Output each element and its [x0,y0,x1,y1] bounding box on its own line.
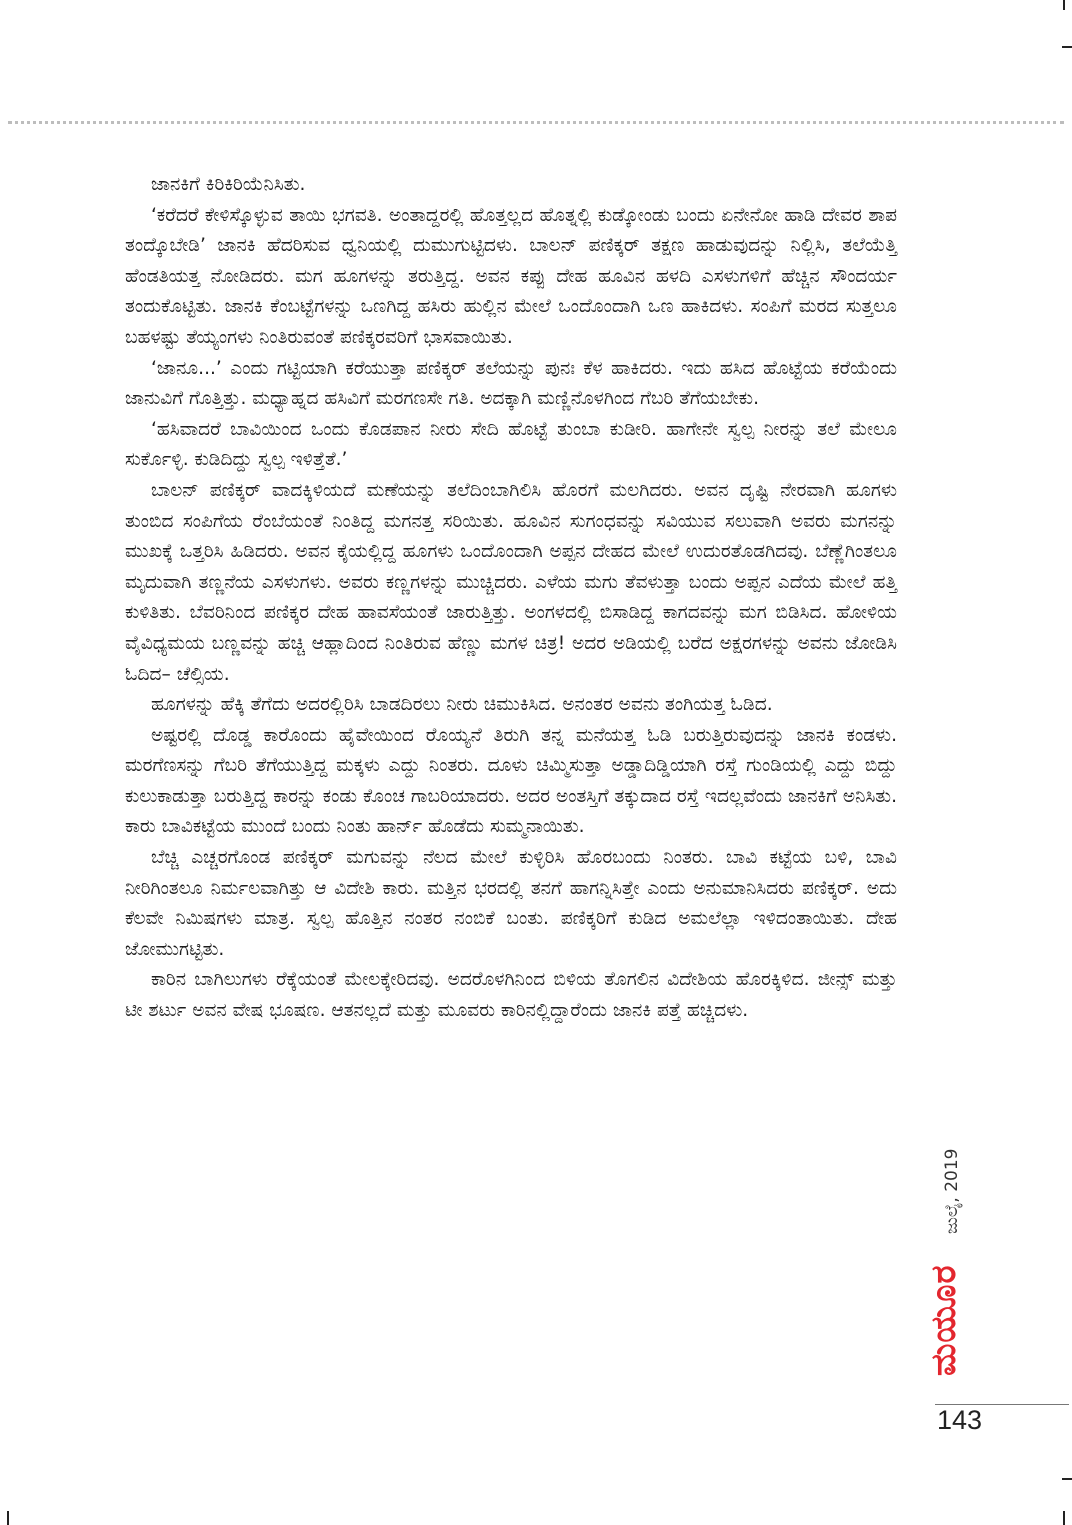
article-body [125,170,897,1027]
side-strip [918,1110,998,1380]
paragraph: ‘ಜಾನೂ...’ ಎಂದು ಗಟ್ಟಿಯಾಗಿ ಕರೆಯುತ್ತಾ ಪಣಿಕ್ಕರ್ ತಲೆಯನ್ನು ಪುನಃ ಕೆಳ ಹಾಕಿದರು. ಇದು ಹಸಿದ ಹೊಟ್ಟೆಯ ಕರೆಯೆಂದು ಜಾನುವಿಗೆ ಗೊತ್ತಿತ್ತು. ಮಧ್ಯಾಹ್ನದ ಹಸಿವಿಗೆ ಮರಗಣಸೇ ಗತಿ. ಅದಕ್ಕಾಗಿ ಮಣ್ಣಿನೊಳಗಿಂದ ಗೆಬರಿ ತೆಗೆಯಬೇಕು. [125,357,897,410]
crop-mark-right-lower [1062,1478,1072,1480]
page-number: 143 [937,1405,983,1435]
magazine-name: ಮಯೂರ [924,1264,964,1376]
crop-mark-top-right [1063,0,1065,10]
crop-mark-bottom-right [1063,1511,1065,1525]
dotted-header-rule [8,121,1064,124]
crop-mark-bottom-left [7,1511,9,1525]
paragraph: ಅಷ್ಟರಲ್ಲಿ ದೊಡ್ಡ ಕಾರೊಂದು ಹೈವೇಯಿಂದ ರೊಯ್ಯನೆ ತಿರುಗಿ ತನ್ನ ಮನೆಯತ್ತ ಓಡಿ ಬರುತ್ತಿರುವುದನ್ನು ಜಾನಕಿ ಕಂಡಳು. ಮರಗೆಣಸನ್ನು ಗೆಬರಿ ತೆಗೆಯುತ್ತಿದ್ದ ಮಕ್ಕಳು ಎದ್ದು ನಿಂತರು. ದೂಳು ಚಿಮ್ಮಿಸುತ್ತಾ ಅಡ್ಡಾದಿಡ್ಡಿಯಾಗಿ ರಸ್ತೆ ಗುಂಡಿಯಲ್ಲಿ ಎದ್ದು ಬಿದ್ದು ಕುಲುಕಾಡುತ್ತಾ ಬರುತ್ತಿದ್ದ ಕಾರನ್ನು ಕಂಡು ಕೊಂಚ ಗಾಬರಿಯಾದರು. ಅದರ ಅಂತಸ್ತಿಗೆ ತಕ್ಕುದಾದ ರಸ್ತೆ ಇದಲ್ಲವೆಂದು ಜಾನಕಿಗೆ ಅನಿಸಿತು. ಕಾರು ಬಾವಿಕಟ್ಟೆಯ ಮುಂದೆ ಬಂದು ನಿಂತು ಹಾರ್ನ್ ಹೊಡೆದು ಸುಮ್ಮನಾಯಿತು. [125,724,897,838]
paragraph: ಹೂಗಳನ್ನು ಹೆಕ್ಕಿ ತೆಗೆದು ಅದರಲ್ಲಿರಿಸಿ ಬಾಡದಿರಲು ನೀರು ಚಿಮುಕಿಸಿದ. ಅನಂತರ ಅವನು ತಂಗಿಯತ್ತ ಓಡಿದ. [151,694,773,716]
paragraph: ಬಾಲನ್ ಪಣಿಕ್ಕರ್ ವಾದಕ್ಕಿಳಿಯದೆ ಮಣೆಯನ್ನು ತಲೆದಿಂಬಾಗಿಲಿಸಿ ಹೊರಗೆ ಮಲಗಿದರು. ಅವನ ದೃಷ್ಟಿ ನೇರವಾಗಿ ಹೂಗಳು ತುಂಬಿದ ಸಂಪಿಗೆಯ ರೆಂಬೆಯಂತೆ ನಿಂತಿದ್ದ ಮಗನತ್ತ ಸರಿಯಿತು. ಹೂವಿನ ಸುಗಂಧವನ್ನು ಸವಿಯುವ ಸಲುವಾಗಿ ಅವರು ಮಗನನ್ನು ಮುಖಕ್ಕೆ ಒತ್ತರಿಸಿ ಹಿಡಿದರು. ಅವನ ಕೈಯಲ್ಲಿದ್ದ ಹೂಗಳು ಒಂದೊಂದಾಗಿ ಅಪ್ಪನ ದೇಹದ ಮೇಲೆ ಉದುರತೊಡಗಿದವು. ಬೆಣ್ಣೆಗಿಂತಲೂ ಮೃದುವಾಗಿ ತಣ್ಣನೆಯ ಎಸಳುಗಳು. ಅವರು ಕಣ್ಣಗಳನ್ನು ಮುಚ್ಚಿದರು. ಎಳೆಯ ಮಗು ತೆವಳುತ್ತಾ ಬಂದು ಅಪ್ಪನ ಎದೆಯ ಮೇಲೆ ಹತ್ತಿ ಕುಳಿತಿತು. ಬೆವರಿನಿಂದ ಪಣಿಕ್ಕರ ದೇಹ ಹಾವಸೆಯಂತೆ ಜಾರುತ್ತಿತ್ತು. ಅಂಗಳದಲ್ಲಿ ಬಿಸಾಡಿದ್ದ ಕಾಗದವನ್ನು ಮಗ ಬಿಡಿಸಿದ. ಹೋಳಿಯ ವೈವಿಧ್ಯಮಯ ಬಣ್ಣವನ್ನು ಹಚ್ಚಿ ಆಹ್ಲಾದಿಂದ ನಿಂತಿರುವ ಹೆಣ್ಣು ಮಗಳ ಚಿತ್ರ! ಅದರ ಅಡಿಯಲ್ಲಿ ಬರೆದ ಅಕ್ಷರಗಳನ್ನು ಅವನು ಜೋಡಿಸಿ ಓದಿದ– ಚೆಲ್ಸಿಯ. [125,479,897,685]
paragraph: ‘ಕರೆದರೆ ಕೇಳಿಸ್ಕೊಳ್ಳುವ ತಾಯಿ ಭಗವತಿ. ಅಂತಾದ್ದರಲ್ಲಿ ಹೊತ್ತಲ್ಲದ ಹೊತ್ನಲ್ಲಿ ಕುಡ್ಕೋಂಡು ಬಂದು ಏನೇನೋ ಹಾಡಿ ದೇವರ ಶಾಪ ತಂದ್ಕೊಬೇಡಿ’ ಜಾನಕಿ ಹೆದರಿಸುವ ಧ್ವನಿಯಲ್ಲಿ ದುಮುಗುಟ್ಟಿದಳು. ಬಾಲನ್ ಪಣಿಕ್ಕರ್ ತಕ್ಷಣ ಹಾಡುವುದನ್ನು ನಿಲ್ಲಿಸಿ, ತಲೆಯೆತ್ತಿ ಹೆಂಡತಿಯತ್ತ ನೋಡಿದರು. ಮಗ ಹೂಗಳನ್ನು ತರುತ್ತಿದ್ದ. ಅವನ ಕಪ್ಪು ದೇಹ ಹೂವಿನ ಹಳದಿ ಎಸಳುಗಳಿಗೆ ಹೆಚ್ಚಿನ ಸೌಂದರ್ಯ ತಂದುಕೊಟ್ಟಿತು. ಜಾನಕಿ ಕೆಂಬಟ್ಟೆಗಳನ್ನು ಒಣಗಿದ್ದ ಹಸಿರು ಹುಲ್ಲಿನ ಮೇಲೆ ಒಂದೊಂದಾಗಿ ಒಣ ಹಾಕಿದಳು. ಸಂಪಿಗೆ ಮರದ ಸುತ್ತಲೂ ಬಹಳಷ್ಟು ತೆಯ್ಯಂಗಳು ನಿಂತಿರುವಂತೆ ಪಣಿಕ್ಕರವರಿಗೆ ಭಾಸವಾಯಿತು. [125,204,897,348]
paragraph: ‘ಹಸಿವಾದರೆ ಬಾವಿಯಿಂದ ಒಂದು ಕೊಡಪಾನ ನೀರು ಸೇದಿ ಹೊಟ್ಟೆ ತುಂಬಾ ಕುಡೀರಿ. ಹಾಗೇನೇ ಸ್ವಲ್ಪ ನೀರನ್ನು ತಲೆ ಮೇಲೂ ಸುರ್ಕೊಳ್ಳಿ. ಕುಡಿದಿದ್ದು ಸ್ವಲ್ಪ ಇಳಿತ್ತೆತೆ.’ [125,418,897,471]
paragraph: ಕಾರಿನ ಬಾಗಿಲುಗಳು ರೆಕ್ಕೆಯಂತೆ ಮೇಲಕ್ಕೇರಿದವು. ಅದರೊಳಗಿನಿಂದ ಬಿಳಿಯ ತೊಗಲಿನ ವಿದೇಶಿಯ ಹೊರಕ್ಕಿಳಿದ. ಜೀನ್ಸ್ ಮತ್ತು ಟೀ ಶರ್ಟು ಅವನ ವೇಷ ಭೂಷಣ. ಆತನಲ್ಲದೆ ಮತ್ತು ಮೂವರು ಕಾರಿನಲ್ಲಿದ್ದಾರೆಂದು ಜಾನಕಿ ಪತ್ತೆ ಹಚ್ಚಿದಳು. [125,969,897,1022]
crop-mark-right-upper [1062,46,1072,48]
issue-date: ಜುಲೈ, 2019 [942,1148,962,1234]
paragraph: ಜಾನಕಿಗೆ ಕಿರಿಕಿರಿಯೆನಿಸಿತು. [151,174,306,195]
paragraph: ಬೆಚ್ಚಿ ಎಚ್ಚರಗೊಂಡ ಪಣಿಕ್ಕರ್ ಮಗುವನ್ನು ನೆಲದ ಮೇಲೆ ಕುಳ್ಳಿರಿಸಿ ಹೊರಬಂದು ನಿಂತರು. ಬಾವಿ ಕಟ್ಟೆಯ ಬಳಿ, ಬಾವಿ ನೀರಿಗಿಂತಲೂ ನಿರ್ಮಲವಾಗಿತ್ತು ಆ ವಿದೇಶಿ ಕಾರು. ಮತ್ತಿನ ಭರದಲ್ಲಿ ತನಗೆ ಹಾಗನ್ನಿಸಿತ್ತೇ ಎಂದು ಅನುಮಾನಿಸಿದರು ಪಣಿಕ್ಕರ್. ಅದು ಕೆಲವೇ ನಿಮಿಷಗಳು ಮಾತ್ರ. ಸ್ವಲ್ಪ ಹೊತ್ತಿನ ನಂತರ ನಂಬಿಕೆ ಬಂತು. ಪಣಿಕ್ಕರಿಗೆ ಕುಡಿದ ಅಮಲೆಲ್ಲಾ ಇಳಿದಂತಾಯಿತು. ದೇಹ ಜೋಮುಗಟ್ಟಿತು. [125,847,897,960]
